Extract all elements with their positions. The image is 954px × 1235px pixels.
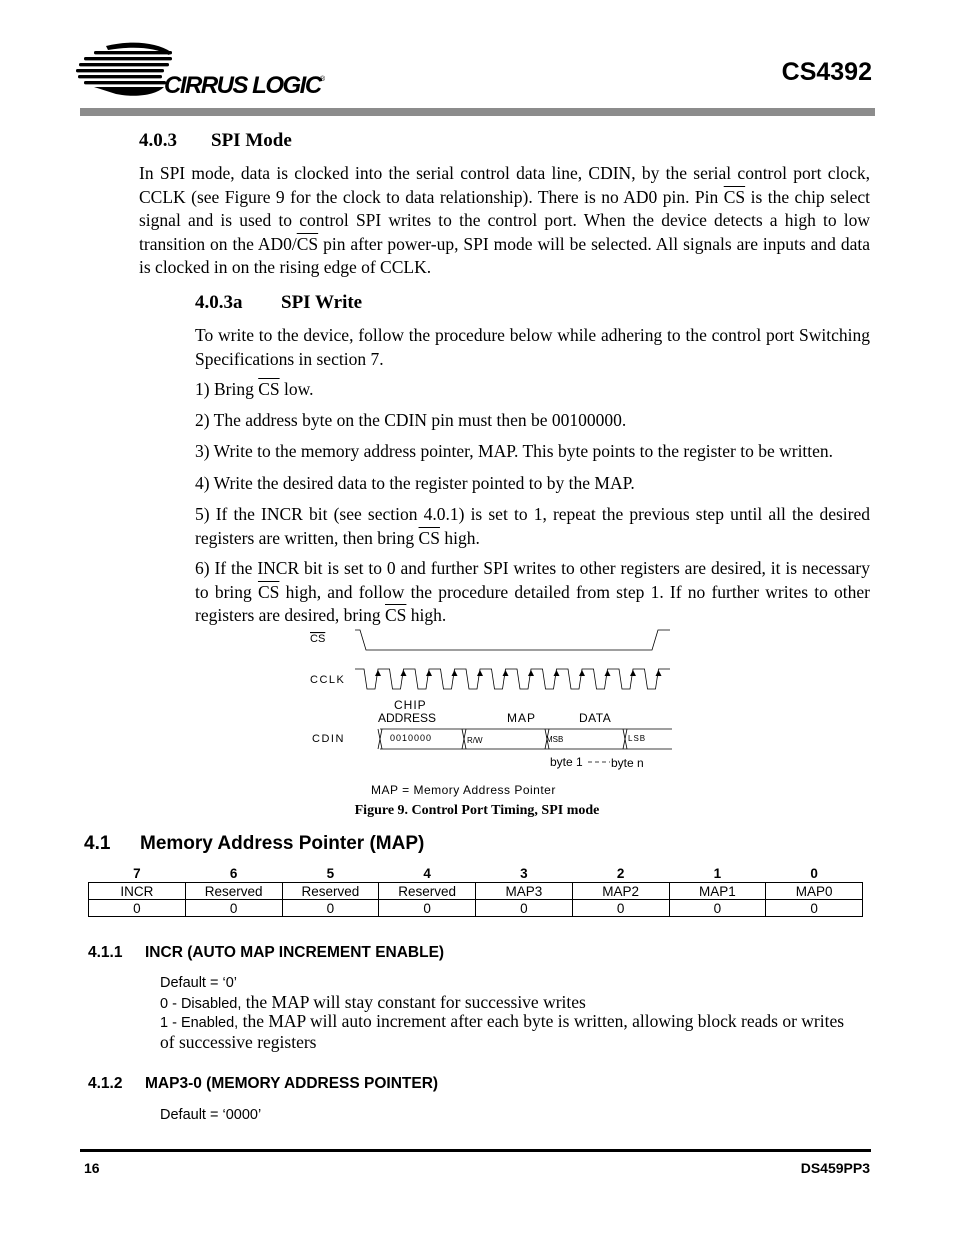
bit-number: 5 <box>326 865 335 881</box>
default-value: 0 <box>766 900 863 917</box>
cs-signal: $\overline{CS}$ <box>257 581 280 602</box>
bit-name: Reserved <box>282 883 379 900</box>
rising-edge-arrow <box>528 670 534 676</box>
cs-signal: $\overline{CS}$ <box>418 527 440 548</box>
incr-default: Default = ‘0’ <box>160 975 237 991</box>
section-heading-403a <box>195 292 362 314</box>
bit-name-row <box>89 883 863 900</box>
cs-label: CS <box>310 633 326 645</box>
bit-number: 0 <box>810 865 818 881</box>
lsb-label: LSB <box>628 734 647 743</box>
step-3: 3) Write to the memory address pointer, MAP. This byte points to the register to be written. <box>195 441 834 461</box>
text-run: is the chip select signal and is used to control SPI writes to the control port. When the device detects a high to low transition on the AD0/ <box>139 186 870 254</box>
section-title: INCR (AUTO MAP INCREMENT ENABLE) <box>145 944 445 961</box>
bit-number: 1 <box>713 865 722 881</box>
bit-name: INCR <box>89 883 186 900</box>
text-run: 1) Bring <box>195 379 259 399</box>
section-heading-403 <box>139 130 292 152</box>
logo-text: CIRRUS LOGIC <box>164 72 321 99</box>
option-prefix: 1 - Enabled, <box>160 1015 239 1031</box>
default-value: 0 <box>476 900 573 917</box>
default-value: 0 <box>379 900 476 917</box>
cdin-label: CDIN <box>312 733 345 745</box>
bit-number: 6 <box>229 865 238 881</box>
document-id: DS459PP3 <box>800 1160 870 1176</box>
step-1 <box>195 378 870 402</box>
text-run: high. <box>406 605 447 625</box>
text-run: pin after power-up, SPI mode will be selected. All signals are inputs and data is clocked in on the rising edge of CCLK. <box>139 233 871 277</box>
default-value: 0 <box>282 900 379 917</box>
cclk-waveform <box>355 669 670 689</box>
section-heading-412 <box>88 1075 438 1093</box>
footer-rule <box>80 1149 871 1152</box>
bit-name: Reserved <box>185 883 282 900</box>
part-number: CS4392 <box>781 58 872 86</box>
cclk-label: CCLK <box>310 674 346 686</box>
text-run: low. <box>279 379 314 399</box>
section-number: 4.1.2 <box>88 1075 123 1092</box>
rising-edge-arrow <box>605 670 611 676</box>
section-number: 4.1.1 <box>88 944 123 961</box>
text-run: high. <box>439 527 480 548</box>
header-rule <box>80 108 875 116</box>
step-5 <box>195 503 870 550</box>
text-run: 6) If the INCR bit is set to 0 and further SPI writes to other registers are desired, it is necessary to bring <box>195 558 870 602</box>
chip-label: CHIP <box>394 698 427 712</box>
map-label: MAP <box>507 711 537 725</box>
default-value: 0 <box>572 900 669 917</box>
data-label: DATA <box>579 711 612 725</box>
rising-edge-arrow <box>656 670 662 676</box>
map-note: MAP = Memory Address Pointer <box>371 783 556 797</box>
bit-name: MAP0 <box>766 883 863 900</box>
bit-number: 7 <box>133 865 141 881</box>
bit-name: MAP2 <box>572 883 669 900</box>
default-value: 0 <box>669 900 766 917</box>
bit-number: 4 <box>423 865 431 881</box>
option-text: the MAP will stay constant for successive writes <box>241 992 586 1012</box>
default-value-row <box>89 900 863 917</box>
section-heading-411 <box>88 944 444 962</box>
cs-signal: $\overline{CS}$ <box>258 379 280 399</box>
registered-mark: ® <box>320 76 326 83</box>
address-label: ADDRESS <box>378 711 437 725</box>
section-title: SPI Mode <box>211 130 292 151</box>
bit-name: MAP3 <box>476 883 573 900</box>
cs-waveform <box>355 630 670 650</box>
option-text: the MAP will auto increment after each byte is written, allowing block reads or writes of successive registers <box>160 1011 845 1052</box>
text-run: In SPI mode, data is clocked into the serial control data line, CDIN, by the serial control port clock, CCLK (see Figure 9 for the clock to data relationship). There is no AD0 pin. Pin <box>139 163 870 207</box>
rising-edge-arrow <box>375 670 381 676</box>
default-value: 0 <box>185 900 282 917</box>
rw-label: R/W <box>467 736 483 745</box>
rising-edge-arrow <box>503 670 509 676</box>
default-value: 0 <box>89 900 186 917</box>
bit-name: Reserved <box>379 883 476 900</box>
section-number: 4.0.3 <box>139 130 177 151</box>
page-number: 16 <box>84 1160 100 1176</box>
section-heading-41 <box>84 833 424 855</box>
section-title: Memory Address Pointer (MAP) <box>140 833 425 854</box>
section-number: 4.0.3a <box>195 292 243 313</box>
step-2: 2) The address byte on the CDIN pin must then be 00100000. <box>195 410 627 430</box>
spi-write-intro: To write to the device, follow the procedure below while adhering to the control port Switching Specifications in section 7. <box>195 325 870 369</box>
rising-edge-arrow <box>630 670 636 676</box>
rising-edge-arrow <box>554 670 560 676</box>
bit-number-row <box>89 864 863 883</box>
rising-edge-arrow <box>401 670 407 676</box>
cirrus-logic-logo <box>76 40 326 100</box>
text-run: high, and follow the procedure detailed from step 1. If no further writes to other registers are desired, bring <box>195 581 870 625</box>
bit-number: 2 <box>616 865 625 881</box>
bit-name: MAP1 <box>669 883 766 900</box>
map-default: Default = ‘0000’ <box>160 1107 262 1123</box>
step-6 <box>195 557 870 628</box>
cs-signal: $\overline{CS}$ <box>385 605 407 625</box>
byten-label: byte n <box>611 756 644 770</box>
section-title: MAP3-0 (MEMORY ADDRESS POINTER) <box>145 1075 439 1092</box>
rising-edge-arrow <box>426 670 432 676</box>
section-title: SPI Write <box>281 292 363 313</box>
address-bits: 0010000 <box>390 733 433 743</box>
cs-signal: $\overline{CS}$ <box>296 233 319 254</box>
rising-edge-arrow <box>579 670 585 676</box>
spi-mode-paragraph <box>139 162 870 280</box>
section-number: 4.1 <box>84 833 111 854</box>
rising-edge-arrow <box>452 670 458 676</box>
cs-signal: $\overline{CS}$ <box>723 186 746 207</box>
byte1-label: byte 1 <box>550 755 583 769</box>
rising-edge-arrow <box>477 670 483 676</box>
map-register-table <box>88 864 863 917</box>
spi-timing-diagram <box>300 624 680 800</box>
bit-number: 3 <box>520 865 528 881</box>
msb-label: MSB <box>546 735 564 744</box>
option-prefix: 0 - Disabled, <box>160 996 242 1012</box>
step-4: 4) Write the desired data to the register pointed to by the MAP. <box>195 473 635 493</box>
figure-caption: Figure 9. Control Port Timing, SPI mode <box>354 803 600 818</box>
incr-option-1 <box>160 1012 860 1052</box>
text-run: 5) If the INCR bit (see section 4.0.1) is set to 1, repeat the previous step until all the desired registers are written, then bring <box>195 504 870 548</box>
